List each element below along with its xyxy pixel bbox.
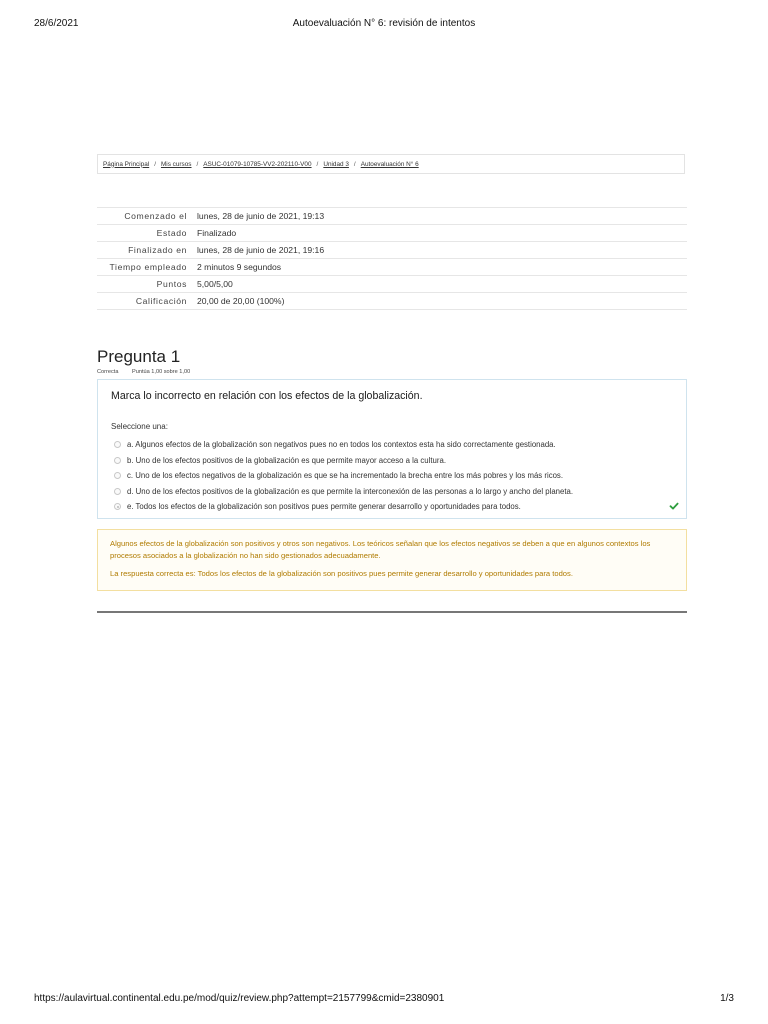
summary-value: Finalizado <box>193 225 687 242</box>
radio-button-selected[interactable] <box>114 503 121 510</box>
print-date: 28/6/2021 <box>34 18 79 29</box>
breadcrumb-separator: / <box>353 160 356 168</box>
summary-row-state <box>97 225 687 242</box>
summary-row-marks <box>97 276 687 293</box>
question-info <box>97 369 190 375</box>
breadcrumb-separator: / <box>154 160 156 168</box>
summary-label: Estado <box>97 225 193 242</box>
print-url: https://aulavirtual.continental.edu.pe/mod/quiz/review.php?attempt=2157799&cmid=2380901 <box>34 993 445 1004</box>
print-page-number: 1/3 <box>720 993 734 1004</box>
answer-option-b[interactable] <box>114 453 679 469</box>
radio-button[interactable] <box>114 441 121 448</box>
question-title-prefix: Pregunta <box>97 347 166 366</box>
answer-prompt: Seleccione una: <box>111 422 168 431</box>
question-title <box>97 347 180 367</box>
summary-row-started <box>97 208 687 225</box>
summary-value: 20,00 de 20,00 (100%) <box>193 293 687 310</box>
answer-label: e. Todos los efectos de la globalización son positivos pues permite generar desarrollo y oportunidades para todos. <box>127 502 521 512</box>
summary-value: lunes, 28 de junio de 2021, 19:16 <box>193 242 687 259</box>
breadcrumb-unit[interactable]: Unidad 3 <box>323 160 349 168</box>
summary-value: lunes, 28 de junio de 2021, 19:13 <box>193 208 687 225</box>
check-icon <box>669 501 679 511</box>
answer-label: c. Uno de los efectos negativos de la globalización es que se ha incrementado la brecha entre los más pobres y los más ricos. <box>127 471 563 481</box>
question-state: Correcta <box>97 369 119 375</box>
answer-option-a[interactable] <box>114 437 679 453</box>
radio-button[interactable] <box>114 488 121 495</box>
general-feedback: Algunos efectos de la globalización son positivos y otros son negativos. Los teóricos señalan que los efectos negativos se deben a que en algunos contextos los procesos asociados a la globalización no han sido gestionados adecuadamente. <box>110 539 651 560</box>
summary-value: 5,00/5,00 <box>193 276 687 293</box>
answer-list <box>114 437 679 515</box>
answer-label: b. Uno de los efectos positivos de la globalización es que permite mayor acceso a la cultura. <box>127 455 446 465</box>
breadcrumb-course[interactable]: ASUC-01079-10785-VV2-202110-V00 <box>203 160 312 168</box>
summary-label: Tiempo empleado <box>97 259 193 276</box>
print-page-title: Autoevaluación N° 6: revisión de intentos <box>292 18 476 29</box>
question-text: Marca lo incorrecto en relación con los efectos de la globalización. <box>111 390 423 402</box>
question-grade: Puntúa 1,00 sobre 1,00 <box>132 369 191 375</box>
attempt-summary-table <box>97 207 687 310</box>
summary-value: 2 minutos 9 segundos <box>193 259 687 276</box>
breadcrumb-separator: / <box>316 160 319 168</box>
breadcrumb-my-courses[interactable]: Mis cursos <box>160 160 192 168</box>
summary-label: Comenzado el <box>97 208 193 225</box>
divider <box>97 611 687 613</box>
summary-label: Puntos <box>97 276 193 293</box>
summary-label: Calificación <box>97 293 193 310</box>
answer-option-e[interactable] <box>114 499 679 515</box>
summary-row-time-taken <box>97 259 687 276</box>
right-answer-text: La respuesta correcta es: Todos los efectos de la globalización son positivos pues permite generar desarrollo y oportunidades para todos. <box>110 569 573 578</box>
feedback-box <box>97 529 687 591</box>
breadcrumb-home[interactable]: Página Principal <box>103 160 150 168</box>
question-number: 1 <box>170 347 181 366</box>
breadcrumb-separator: / <box>196 160 199 168</box>
breadcrumb-quiz[interactable]: Autoevaluación N° 6 <box>360 160 419 168</box>
radio-button[interactable] <box>114 472 121 479</box>
summary-row-finished <box>97 242 687 259</box>
answer-option-c[interactable] <box>114 468 679 484</box>
answer-label: d. Uno de los efectos positivos de la globalización es que permite la interconexión de las personas a lo largo y ancho del planeta. <box>127 486 573 496</box>
breadcrumb <box>97 154 685 174</box>
radio-button[interactable] <box>114 457 121 464</box>
question-content-box <box>97 379 687 519</box>
summary-label: Finalizado en <box>97 242 193 259</box>
summary-row-grade <box>97 293 687 310</box>
answer-label: a. Algunos efectos de la globalización son negativos pues no en todos los contextos esta ha sido correctamente gestionada. <box>127 440 556 450</box>
answer-option-d[interactable] <box>114 484 679 500</box>
